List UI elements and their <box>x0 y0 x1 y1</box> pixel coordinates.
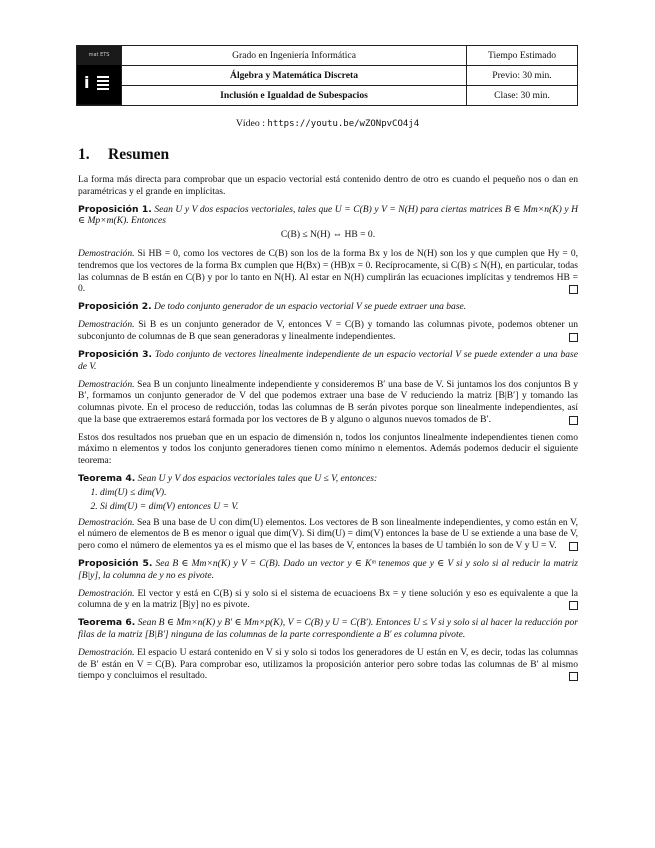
theorem-4-list <box>78 487 578 513</box>
section-title: Resumen <box>108 146 170 163</box>
proof-3-text: Sea B un conjunto linealmente independiente y consideremos B′ una base de V. Si juntamos los dos conjuntos B y B′, formamos un conjunto generador de V del que podemos extraer una base de V reduciendo la matriz [B|B′] y tomando las columnas pivote. En el proceso de reducción, todas las columnas de B serán pivotes porque son linealmente independientes, así que la base que extraeremos estará formada por los vectores de B y alguno o algunos nuevos tomados de B′. <box>78 378 578 425</box>
proposition-5 <box>78 558 578 581</box>
clase-time: Clase: 30 min. <box>467 86 578 106</box>
proof-5-label: Demostración. <box>78 587 135 599</box>
list-item: 2. Si dim(U) = dim(V) entonces U = V. <box>100 501 578 513</box>
summary-paragraph: Estos dos resultados nos prueban que en un espacio de dimensión n, todos los conjuntos linealmente independientes tienen como máximo n elementos y todos los conjunto generadores tienen como mínimo n elementos. Además podemos deducir el siguiente teorema: <box>78 431 578 466</box>
theorem-6-text: Sean B ∈ Mm×n(K) y B′ ∈ Mm×p(K), V = C(B) y U = C(B′). Entonces U ≤ V si y solo si al hacer la reducción por filas de la matriz [B|B′] ninguna de las columnas de la parte correspondiente a B′ es columna pivote. <box>78 617 578 640</box>
university-logo: mat ETS i <box>77 46 122 106</box>
document-body <box>78 174 578 688</box>
theorem-4-text: Sean U y V dos espacios vectoriales tales que U ≤ V, entonces: <box>137 472 378 484</box>
topic-title: Inclusión e Igualdad de Subespacios <box>122 86 467 106</box>
proposition-5-label: Proposición 5. <box>78 558 153 570</box>
proof-1 <box>78 248 578 294</box>
proposition-1-text: Sean U y V dos espacios vectoriales, tales que U = C(B) y V = N(H) para ciertas matrices B ∈ Mm×n(K) y H ∈ Mp×m(K). Entonces <box>78 203 578 227</box>
proof-6 <box>78 647 578 682</box>
proof-3-label: Demostración. <box>78 378 135 390</box>
previo-time: Previo: 30 min. <box>467 66 578 86</box>
proof-6-text: El espacio U estará contenido en V si y solo si todos los generadores de U están en V, es decir, todas las columnas de B′ están en V = C(B). Para comprobar eso, utilizamos la proposición anterior pero sobre todas las columnas de B′ al mismo tiempo y concluimos el resultado. <box>78 647 579 682</box>
theorem-4 <box>78 473 578 485</box>
logo-text: mat ETS <box>77 46 121 65</box>
proof-6-label: Demostración. <box>78 647 135 659</box>
video-line <box>0 118 655 129</box>
proof-4 <box>78 517 578 552</box>
theorem-6 <box>78 617 578 640</box>
header-table <box>76 45 578 106</box>
proof-1-text: Si HB = 0, como los vectores de C(B) son los de la forma Bx y los de N(H) son los y que cumplen que Hy = 0, tendremos que los vectores de la forma Bx cumplen que H(Bx) = (HB)x = 0. Recíprocamente, si C(B) ≤ N(H), en particular, todas las columnas de B están en C(B) y por lo tanto en N(H). Al estar en N(H) cumplirán las ecuaciones implícitas y tendremos HB = 0. <box>78 248 578 295</box>
proposition-1 <box>78 204 578 227</box>
qed-icon <box>569 672 578 681</box>
qed-icon <box>569 333 578 342</box>
qed-icon <box>569 285 578 294</box>
video-link[interactable]: https://youtu.be/wZONpvCO4j4 <box>267 119 420 129</box>
proposition-2-label: Proposición 2. <box>78 301 152 313</box>
proposition-2-text: De todo conjunto generador de un espacio vectorial V se puede extraer una base. <box>154 301 467 313</box>
proof-2-text: Si B es un conjunto generador de V, entonces V = C(B) y tomando las columnas pivote, podemos obtener un subconjunto de columnas de B que sean generadoras y linealmente independientes. <box>78 319 578 343</box>
section-number: 1. <box>78 146 90 163</box>
proof-4-text: Sea B una base de U con dim(U) elementos. Los vectores de B son linealmente independientes, y como están en V, el número de elementos de B es menor o igual que dim(V). Si dim(U) = dim(V) entonces la base de U se extiende a una base de V, pero como el número de elementos ya es el mismo que el las bases de V, entonces la bases de U también lo son de V y U = V. <box>78 516 578 551</box>
theorem-4-label: Teorema 4. <box>78 472 136 484</box>
proof-2-label: Demostración. <box>78 319 135 331</box>
degree-name: Grado en Ingeniería Informática <box>122 46 467 66</box>
qed-icon <box>569 416 578 425</box>
video-label: Vídeo : <box>235 118 268 129</box>
theorem-6-label: Teorema 6. <box>78 617 136 629</box>
proposition-1-equation: C(B) ≤ N(H) ⇔ HB = 0. <box>280 228 376 240</box>
intro-paragraph: La forma más directa para comprobar que un espacio vectorial está contenido dentro de otro es cuando el pequeño nos o dan en paramétricas y el grande en implícitas. <box>78 174 578 197</box>
proposition-3 <box>78 349 578 372</box>
course-name: Álgebra y Matemática Discreta <box>122 66 467 86</box>
proposition-3-text: Todo conjunto de vectores linealmente independiente de un espacio vectorial V se puede extender a una base de V. <box>78 349 578 372</box>
list-item: 1. dim(U) ≤ dim(V). <box>100 487 578 499</box>
proposition-5-text: Sea B ∈ Mm×n(K) y V = C(B). Dado un vector y ∈ Kᵐ tenemos que y ∈ V si y solo si al reducir la matriz [B|y], la columna de y no es pivote. <box>78 558 578 581</box>
proposition-2 <box>78 301 578 313</box>
qed-icon <box>569 542 578 551</box>
proof-4-label: Demostración. <box>78 516 135 528</box>
qed-icon <box>569 601 578 610</box>
proposition-3-label: Proposición 3. <box>78 349 153 361</box>
proof-2 <box>78 319 578 342</box>
section-heading <box>78 146 169 164</box>
time-estimate-label: Tiempo Estimado <box>467 46 578 66</box>
proof-3 <box>78 379 578 425</box>
proof-1-label: Demostración. <box>78 248 135 260</box>
proof-5-text: El vector y está en C(B) si y solo si el sistema de ecuacioens Bx = y tiene solución y eso es equivalente a que la columna de y en la matriz [B|y] no es pivote. <box>78 587 578 611</box>
proposition-1-label: Proposición 1. <box>78 203 152 215</box>
proof-5 <box>78 588 578 611</box>
